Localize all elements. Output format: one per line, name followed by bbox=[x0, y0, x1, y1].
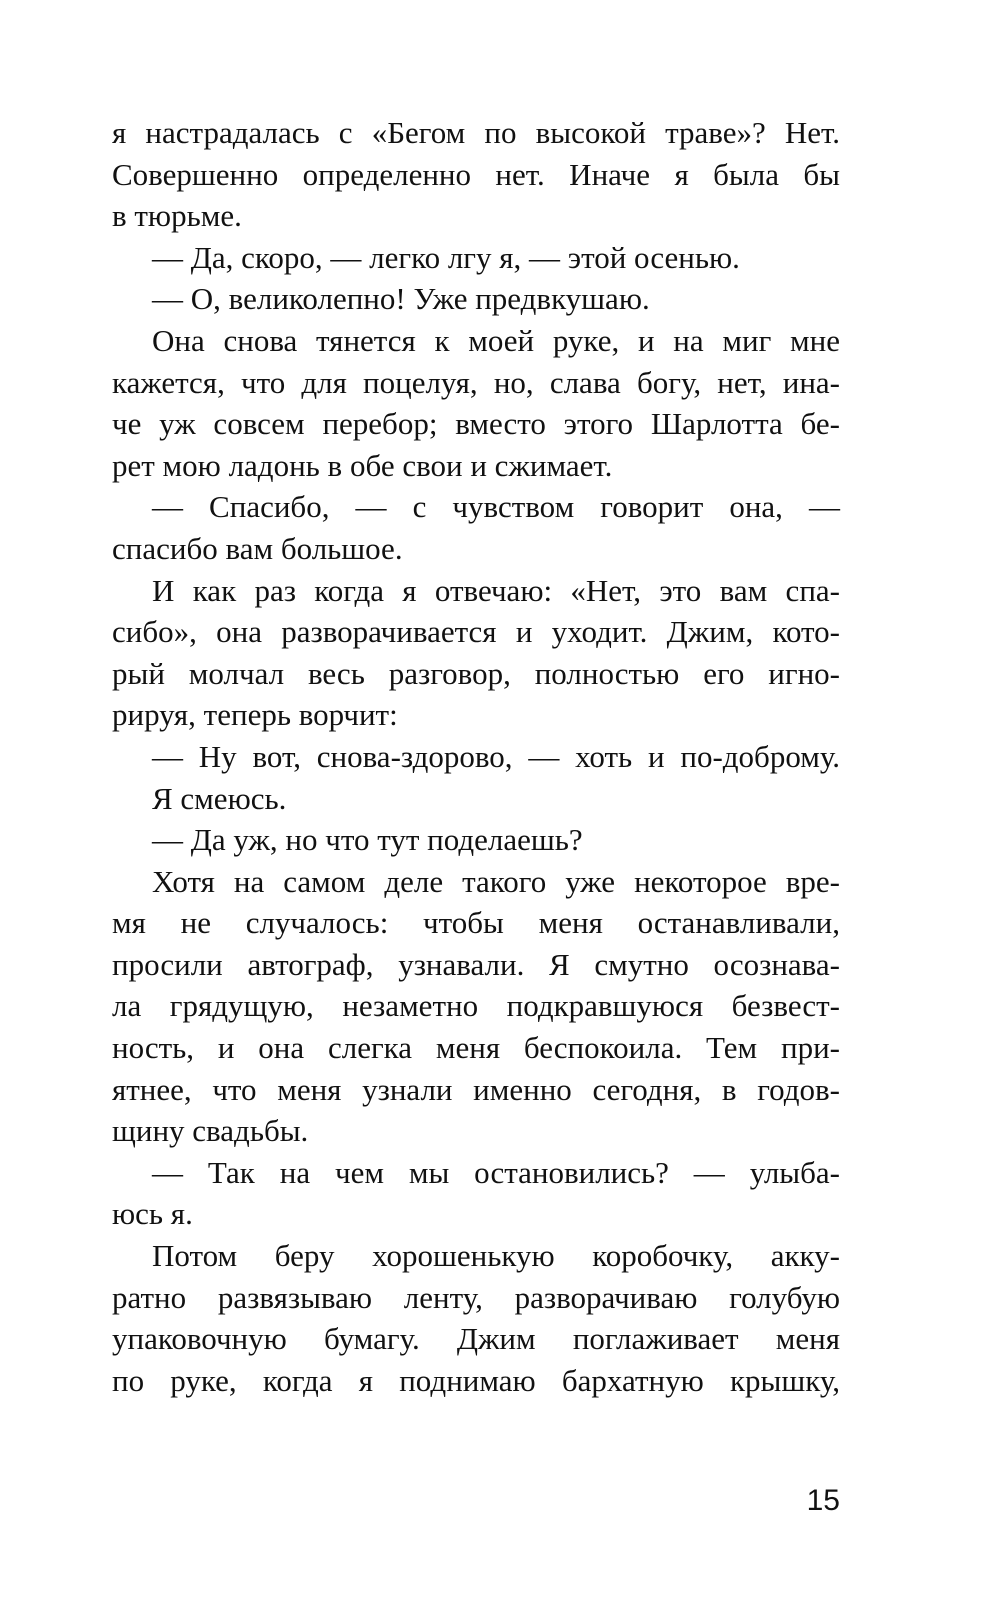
text-line: Я смеюсь. bbox=[152, 780, 287, 816]
text-line: ность, и она слегка меня беспокоила. Тем при- bbox=[112, 1030, 840, 1066]
text-line: просили автограф, узнавали. Я смутно осознава- bbox=[112, 946, 840, 982]
text-line: рируя, теперь ворчит: bbox=[112, 697, 398, 733]
text-line: мя не случалось: чтобы меня останавливали, bbox=[112, 905, 840, 941]
text-line: Хотя на самом деле такого уже некоторое вре- bbox=[152, 863, 840, 899]
text-line: Она снова тянется к моей руке, и на миг мне bbox=[152, 322, 840, 358]
text-line: рый молчал весь разговор, полностью его игно- bbox=[112, 655, 840, 691]
text-line: И как раз когда я отвечаю: «Нет, это вам спа- bbox=[152, 572, 840, 608]
text-line: — Ну вот, снова-здорово, — хоть и по-доброму. bbox=[152, 738, 840, 774]
page-number: 15 bbox=[806, 1484, 840, 1517]
text-line: че уж совсем перебор; вместо этого Шарлотта бе- bbox=[112, 406, 840, 442]
text-line: спасибо вам большое. bbox=[112, 530, 403, 566]
text-line: — Спасибо, — с чувством говорит она, — bbox=[152, 489, 840, 525]
body-text bbox=[112, 112, 840, 1401]
text-line: — Да уж, но что тут поделаешь? bbox=[152, 822, 583, 858]
text-line: ятнее, что меня узнали именно сегодня, в годов- bbox=[112, 1071, 840, 1107]
text-line: — Так на чем мы остановились? — улыба- bbox=[152, 1154, 840, 1190]
text-line: упаковочную бумагу. Джим поглаживает меня bbox=[112, 1321, 840, 1357]
text-line: щину свадьбы. bbox=[112, 1113, 309, 1149]
text-line: юсь я. bbox=[112, 1196, 193, 1232]
text-line: я настрадалась с «Бегом по высокой траве»? Нет. bbox=[112, 115, 840, 150]
text-line: кажется, что для поцелуя, но, слава богу, нет, ина- bbox=[112, 364, 840, 400]
text-line: ратно развязываю ленту, разворачиваю голубую bbox=[112, 1279, 840, 1315]
text-line: по руке, когда я поднимаю бархатную крышку, bbox=[112, 1362, 840, 1398]
text-line: — О, великолепно! Уже предвкушаю. bbox=[152, 281, 650, 317]
text-line: сибо», она разворачивается и уходит. Джим, кото- bbox=[112, 614, 840, 650]
text-line: в тюрьме. bbox=[112, 198, 242, 234]
text-line: — Да, скоро, — легко лгу я, — этой осенью. bbox=[152, 239, 740, 275]
text-line: Потом беру хорошенькую коробочку, акку- bbox=[152, 1238, 840, 1274]
text-line: ла грядущую, незаметно подкравшуюся безвест- bbox=[112, 988, 840, 1024]
text-line: рет мою ладонь в обе свои и сжимает. bbox=[112, 447, 613, 483]
text-line: Совершенно определенно нет. Иначе я была бы bbox=[112, 156, 840, 192]
